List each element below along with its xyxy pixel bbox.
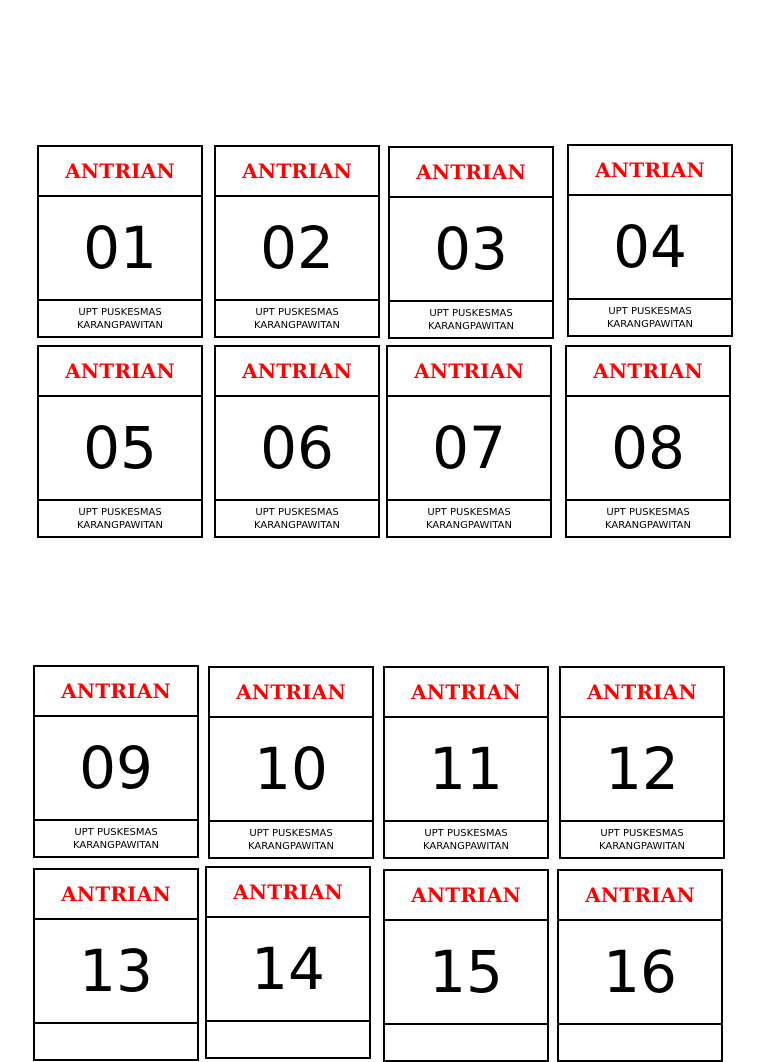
org-line-2: KARANGPAWITAN [422,840,509,852]
ticket-number: 12 [561,718,723,822]
ticket-header: ANTRIAN [569,146,731,196]
ticket-number: 16 [559,921,721,1025]
ticket-header: ANTRIAN [39,347,201,397]
org-line-1: UPT PUSKESMAS [606,506,690,518]
queue-ticket-10 [208,666,374,859]
queue-ticket-06 [214,345,380,538]
org-line-1: UPT PUSKESMAS [424,827,508,839]
ticket-footer [210,822,372,857]
queue-ticket-05 [37,345,203,538]
ticket-number: 14 [207,918,369,1022]
ticket-number: 07 [388,397,550,501]
ticket-header: ANTRIAN [561,668,723,718]
ticket-header: ANTRIAN [390,148,552,198]
queue-ticket-14 [205,866,371,1059]
ticket-header: ANTRIAN [39,147,201,197]
ticket-footer [35,821,197,856]
ticket-header: ANTRIAN [216,147,378,197]
ticket-number: 08 [567,397,729,501]
org-line-1: UPT PUSKESMAS [74,826,158,838]
queue-ticket-09 [33,665,199,858]
org-line-1: UPT PUSKESMAS [429,307,513,319]
ticket-header: ANTRIAN [207,868,369,918]
org-line-2: KARANGPAWITAN [253,519,340,531]
org-line-1: UPT PUSKESMAS [78,506,162,518]
ticket-number: 05 [39,397,201,501]
org-line-2: KARANGPAWITAN [425,519,512,531]
ticket-footer [216,301,378,336]
org-line-1: UPT PUSKESMAS [608,305,692,317]
org-line-2: KARANGPAWITAN [72,839,159,851]
org-line-2: KARANGPAWITAN [604,519,691,531]
org-line-1: UPT PUSKESMAS [249,827,333,839]
org-line-1: UPT PUSKESMAS [255,306,339,318]
org-line-2: KARANGPAWITAN [427,320,514,332]
ticket-footer [39,501,201,536]
ticket-header: ANTRIAN [388,347,550,397]
org-line-2: KARANGPAWITAN [247,840,334,852]
ticket-number: 02 [216,197,378,301]
ticket-footer [388,501,550,536]
ticket-number: 09 [35,717,197,821]
ticket-number: 03 [390,198,552,302]
org-line-1: UPT PUSKESMAS [600,827,684,839]
queue-ticket-07 [386,345,552,538]
queue-ticket-01 [37,145,203,338]
ticket-header: ANTRIAN [35,870,197,920]
org-line-1: UPT PUSKESMAS [78,306,162,318]
org-line-1: UPT PUSKESMAS [427,506,511,518]
ticket-footer [569,300,731,335]
org-line-2: KARANGPAWITAN [76,519,163,531]
org-line-2: KARANGPAWITAN [606,318,693,330]
ticket-header: ANTRIAN [216,347,378,397]
ticket-footer [567,501,729,536]
ticket-footer [39,301,201,336]
queue-ticket-12 [559,666,725,859]
queue-ticket-15 [383,869,549,1062]
ticket-footer [390,302,552,337]
ticket-footer [385,822,547,857]
org-line-2: KARANGPAWITAN [76,319,163,331]
ticket-header: ANTRIAN [385,871,547,921]
queue-ticket-03 [388,146,554,339]
queue-ticket-08 [565,345,731,538]
ticket-number: 01 [39,197,201,301]
ticket-footer [216,501,378,536]
queue-ticket-16 [557,869,723,1062]
ticket-number: 11 [385,718,547,822]
ticket-footer [561,822,723,857]
ticket-header: ANTRIAN [35,667,197,717]
ticket-header: ANTRIAN [559,871,721,921]
ticket-header: ANTRIAN [210,668,372,718]
ticket-number: 04 [569,196,731,300]
queue-ticket-13 [33,868,199,1061]
ticket-number: 15 [385,921,547,1025]
ticket-header: ANTRIAN [567,347,729,397]
ticket-number: 10 [210,718,372,822]
ticket-number: 13 [35,920,197,1024]
ticket-header: ANTRIAN [385,668,547,718]
queue-ticket-11 [383,666,549,859]
org-line-2: KARANGPAWITAN [253,319,340,331]
org-line-1: UPT PUSKESMAS [255,506,339,518]
org-line-2: KARANGPAWITAN [598,840,685,852]
ticket-number: 06 [216,397,378,501]
queue-ticket-02 [214,145,380,338]
queue-ticket-04 [567,144,733,337]
